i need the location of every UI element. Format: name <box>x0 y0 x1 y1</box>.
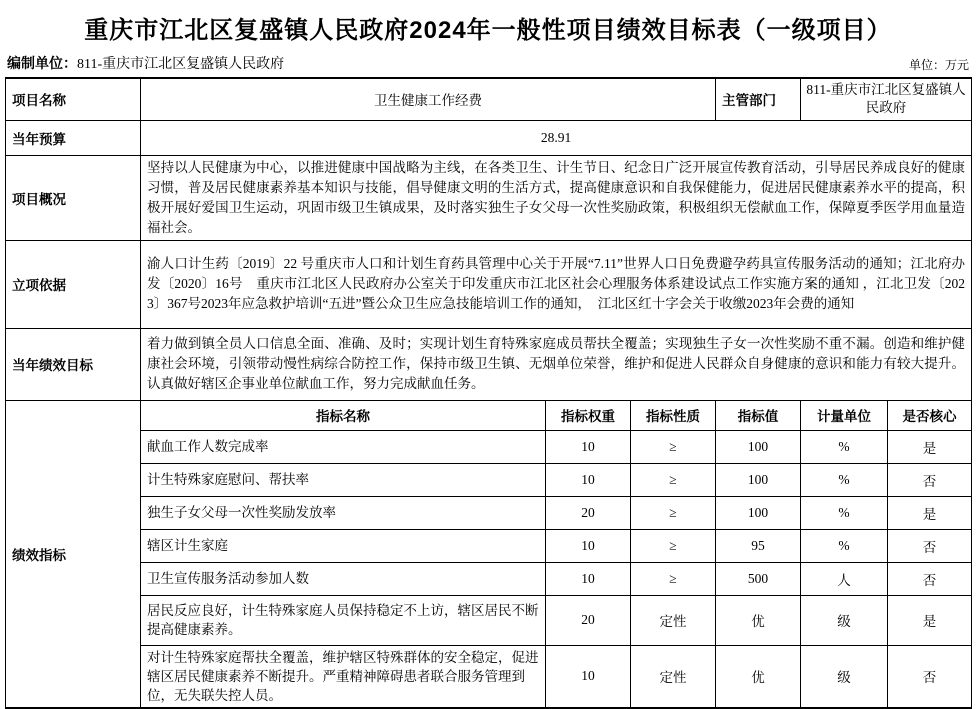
indicator-nature: ≥ <box>631 562 716 595</box>
indicator-core: 是 <box>888 595 972 645</box>
performance-target-table <box>5 77 972 709</box>
indicator-core: 否 <box>888 645 972 708</box>
document-page <box>5 0 971 709</box>
indicator-nature: 定性 <box>631 645 716 708</box>
indicator-name: 辖区计生家庭 <box>141 529 546 562</box>
indicator-unit: % <box>801 529 888 562</box>
indicator-weight: 20 <box>546 595 631 645</box>
indicator-value: 500 <box>716 562 801 595</box>
indicator-unit: % <box>801 430 888 463</box>
goal-label: 当年绩效目标 <box>6 328 141 400</box>
indicator-weight: 10 <box>546 463 631 496</box>
indicator-weight: 10 <box>546 645 631 708</box>
meta-row <box>5 53 971 77</box>
indicator-unit: 级 <box>801 645 888 708</box>
indicator-core: 是 <box>888 430 972 463</box>
indicator-row <box>6 430 972 463</box>
project-name-label: 项目名称 <box>6 78 141 120</box>
table-row <box>6 240 972 328</box>
indicator-nature: 定性 <box>631 595 716 645</box>
indicator-row <box>6 463 972 496</box>
indicator-core: 否 <box>888 463 972 496</box>
budget-label: 当年预算 <box>6 120 141 155</box>
indicator-weight: 10 <box>546 529 631 562</box>
indicator-header-row <box>6 400 972 430</box>
prepared-by <box>7 53 284 73</box>
indicator-unit: 级 <box>801 595 888 645</box>
indicator-value: 95 <box>716 529 801 562</box>
overview-text: 坚持以人民健康为中心，以推进健康中国战略为主线，在各类卫生、计生节日、纪念日广泛开展宣传教育活动，引导居民养成良好的健康习惯，普及居民健康素养基本知识与技能，倡导健康文明的生活方式，提高健康意识和自我保健能力，促进居民健康素养水平的提高，积极开展好爱国卫生运动，巩固市级卫生镇成果，及时落实独生子女父母一次性奖励政策，积极组织无偿献血工作，保障夏季医学用血量造福社会。 <box>141 155 972 240</box>
unit-note: 单位：万元 <box>908 58 969 72</box>
prepared-by-value: 811-重庆市江北区复盛镇人民政府 <box>77 57 285 72</box>
table-row <box>6 120 972 155</box>
dept-value: 811-重庆市江北区复盛镇人民政府 <box>801 78 972 120</box>
header-measure-unit: 计量单位 <box>801 400 888 430</box>
indicator-value: 优 <box>716 645 801 708</box>
indicator-row <box>6 529 972 562</box>
indicator-value: 优 <box>716 595 801 645</box>
indicator-name: 独生子女父母一次性奖励发放率 <box>141 496 546 529</box>
indicator-weight: 10 <box>546 562 631 595</box>
header-indicator-value: 指标值 <box>716 400 801 430</box>
page-title: 重庆市江北区复盛镇人民政府2024年一般性项目绩效目标表（一级项目） <box>84 17 892 44</box>
indicator-name: 卫生宣传服务活动参加人数 <box>141 562 546 595</box>
table-row <box>6 328 972 400</box>
indicator-weight: 10 <box>546 430 631 463</box>
header-indicator-weight: 指标权重 <box>546 400 631 430</box>
indicator-name: 对计生特殊家庭帮扶全覆盖，维护辖区特殊群体的安全稳定，促进辖区居民健康素养不断提升。严重精神障碍患者联合服务管理到位，无失联失控人员。 <box>141 645 546 708</box>
prepared-by-label: 编制单位： <box>7 57 77 72</box>
header-indicator-nature: 指标性质 <box>631 400 716 430</box>
indicator-row <box>6 645 972 708</box>
indicator-weight: 20 <box>546 496 631 529</box>
header-indicator-name: 指标名称 <box>141 400 546 430</box>
budget-value: 28.91 <box>141 120 972 155</box>
indicator-unit: % <box>801 463 888 496</box>
indicator-value: 100 <box>716 463 801 496</box>
project-name-value: 卫生健康工作经费 <box>141 78 716 120</box>
indicator-core: 否 <box>888 529 972 562</box>
indicator-row <box>6 562 972 595</box>
basis-label: 立项依据 <box>6 240 141 328</box>
indicator-name: 居民反应良好，计生特殊家庭人员保持稳定不上访，辖区居民不断提高健康素养。 <box>141 595 546 645</box>
indicator-nature: ≥ <box>631 463 716 496</box>
indicator-core: 否 <box>888 562 972 595</box>
indicator-value: 100 <box>716 430 801 463</box>
basis-text: 渝人口计生药〔2019〕22 号重庆市人口和计划生育药具管理中心关于开展“7.11”世界人口日免费避孕药具宣传服务活动的通知；江北府办发〔2020〕16号 重庆市江北区人民政府办公室关于印发重庆市江北区社会心理服务体系建设试点工作实施方案的通知 ，江北卫发〔2023〕367号2023年应急救护培训“五进”暨公众卫生应急技能培训工作的通知， 江北区红十字会关于收缴2023年会费的通知 <box>141 240 972 328</box>
indicator-nature: ≥ <box>631 430 716 463</box>
goal-text: 着力做到镇全员人口信息全面、准确、及时；实现计划生育特殊家庭成员帮扶全覆盖；实现独生子女一次性奖励不重不漏。创造和维护健康社会环境，引领带动慢性病综合防控工作，保持市级卫生镇、无烟单位荣誉，维护和促进人民群众自身健康的意识和能力有较大提升。认真做好辖区企事业单位献血工作，努力完成献血任务。 <box>141 328 972 400</box>
indicator-value: 100 <box>716 496 801 529</box>
indicator-unit: % <box>801 496 888 529</box>
indicator-name: 计生特殊家庭慰问、帮扶率 <box>141 463 546 496</box>
header-is-core: 是否核心 <box>888 400 972 430</box>
dept-label: 主管部门 <box>716 78 801 120</box>
indicator-nature: ≥ <box>631 496 716 529</box>
overview-label: 项目概况 <box>6 155 141 240</box>
indicator-row <box>6 496 972 529</box>
indicator-row <box>6 595 972 645</box>
indicator-nature: ≥ <box>631 529 716 562</box>
indicator-core: 是 <box>888 496 972 529</box>
table-row <box>6 78 972 120</box>
indicators-section-label: 绩效指标 <box>6 400 141 708</box>
table-row <box>6 155 972 240</box>
indicator-unit: 人 <box>801 562 888 595</box>
indicator-name: 献血工作人数完成率 <box>141 430 546 463</box>
